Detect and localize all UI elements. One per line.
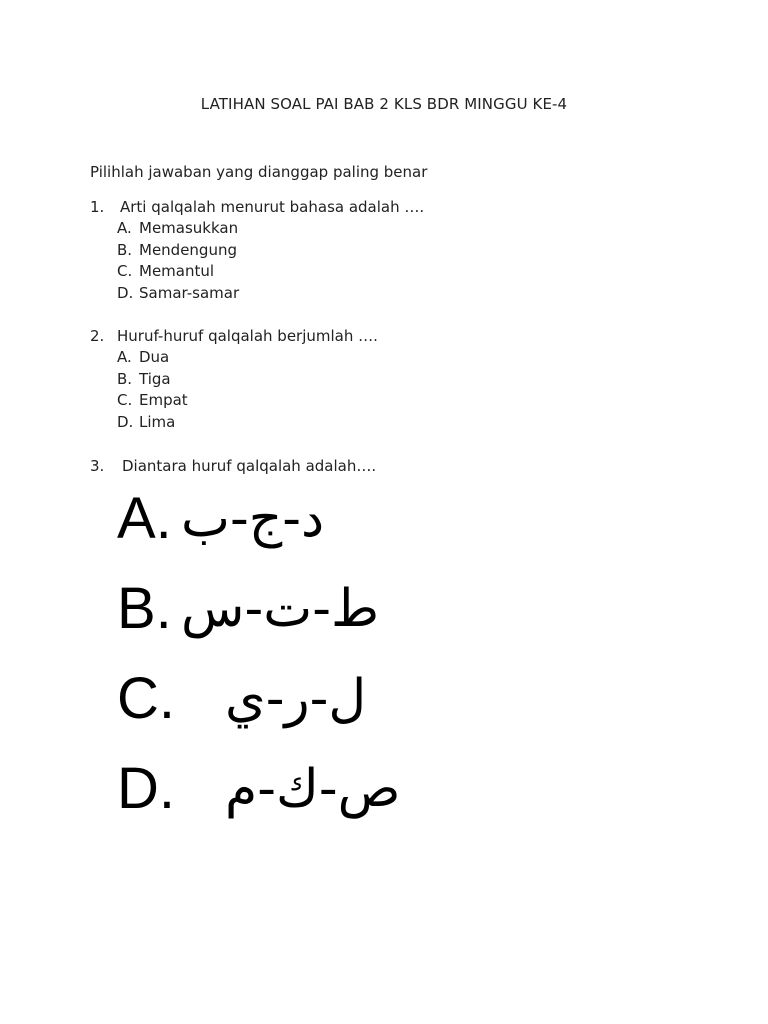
question-number: 1. bbox=[90, 198, 105, 216]
arabic-letters: ط-ت-س bbox=[181, 579, 380, 639]
option-item bbox=[117, 261, 239, 283]
option-text: Tiga bbox=[139, 369, 171, 388]
page-title: LATIHAN SOAL PAI BAB 2 KLS BDR MINGGU KE-4 bbox=[200, 95, 568, 113]
option-text: Memantul bbox=[139, 262, 215, 281]
option-text: Empat bbox=[139, 391, 188, 410]
option-item bbox=[117, 664, 517, 754]
option-text: Samar-samar bbox=[139, 284, 240, 303]
question-number: 2. bbox=[90, 327, 105, 345]
question-1-options bbox=[117, 218, 239, 305]
question-2-options bbox=[117, 347, 188, 434]
option-letter: B. bbox=[117, 240, 133, 259]
question-text: Huruf-huruf qalqalah berjumlah …. bbox=[117, 327, 378, 345]
option-item bbox=[117, 283, 239, 305]
option-letter: A. bbox=[117, 219, 132, 237]
question-number: 3. bbox=[90, 457, 105, 475]
option-letter: C. bbox=[117, 262, 133, 281]
option-item bbox=[117, 240, 239, 262]
option-letter: C. bbox=[117, 391, 133, 410]
option-item bbox=[117, 574, 517, 664]
question-text: Diantara huruf qalqalah adalah…. bbox=[122, 457, 377, 475]
question-3-options bbox=[117, 484, 517, 844]
option-text: Mendengung bbox=[139, 240, 237, 259]
option-letter: D. bbox=[117, 413, 134, 432]
option-letter: C. bbox=[117, 666, 175, 731]
arabic-letters: ص-ك-م bbox=[225, 759, 401, 819]
option-item bbox=[117, 218, 239, 240]
question-3 bbox=[90, 457, 376, 475]
option-item bbox=[117, 754, 517, 844]
option-item bbox=[117, 390, 188, 412]
option-item bbox=[117, 369, 188, 391]
instruction-text: Pilihlah jawaban yang dianggap paling benar bbox=[90, 163, 428, 181]
question-1 bbox=[90, 198, 424, 216]
option-text: Lima bbox=[139, 413, 176, 432]
question-text: Arti qalqalah menurut bahasa adalah …. bbox=[120, 198, 425, 216]
option-text: Memasukkan bbox=[139, 219, 239, 237]
option-letter: D. bbox=[117, 756, 175, 821]
option-letter: D. bbox=[117, 284, 134, 303]
option-item bbox=[117, 412, 188, 434]
option-letter: A. bbox=[117, 348, 132, 366]
option-letter: A. bbox=[117, 486, 172, 551]
option-letter: B. bbox=[117, 576, 172, 641]
option-letter: B. bbox=[117, 369, 133, 388]
arabic-letters: د-ج-ب bbox=[181, 489, 325, 549]
option-item bbox=[117, 347, 188, 369]
arabic-letters: ل-ر-ي bbox=[225, 669, 367, 729]
question-2 bbox=[90, 327, 378, 345]
option-item bbox=[117, 484, 517, 574]
option-text: Dua bbox=[139, 348, 170, 366]
